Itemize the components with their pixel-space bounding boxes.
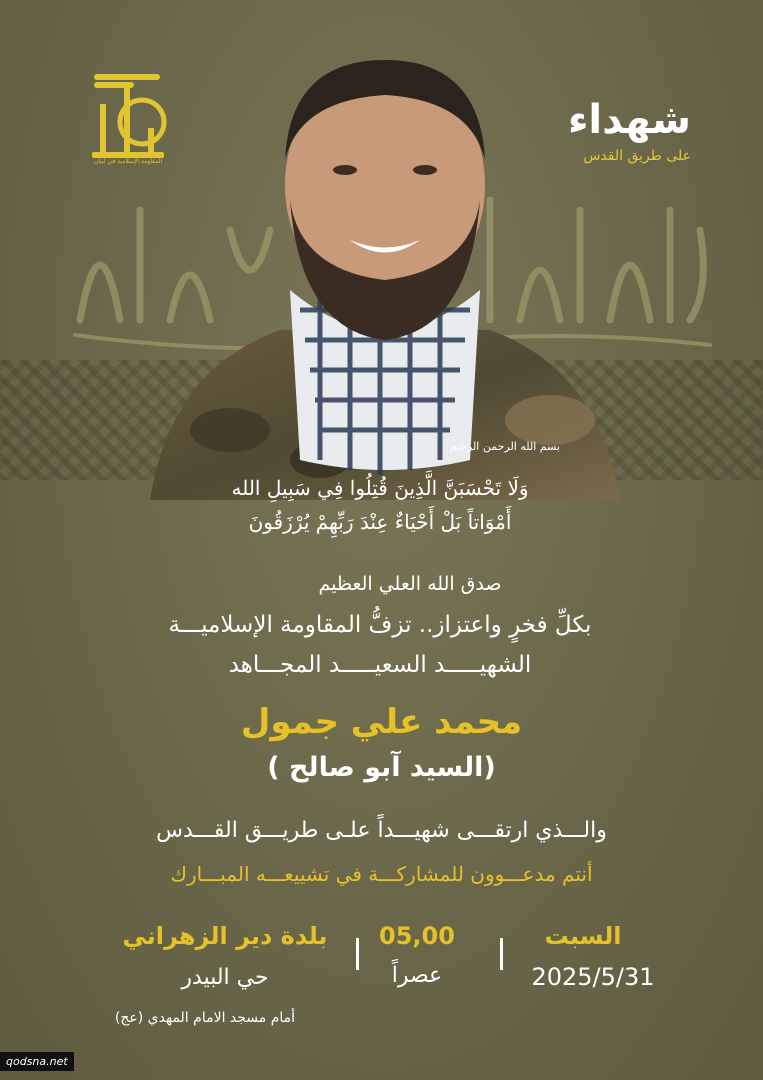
basmala: بسم الله الرحمن الرحيم (449, 440, 560, 453)
quran-verse-line-2: أَمْوَاتاً بَلْ أَحْيَاءٌ عِنْدَ رَبِّهِمْ يُرْزَقُونَ (248, 510, 512, 534)
quran-verse-line-1: وَلَا تَحْسَبَنَّ الَّذِينَ قُتِلُوا فِي سَبِيلِ الله (231, 476, 529, 500)
announcement-martyr-line: الشهيـــــد السعيـــــد المجـــاهد (228, 652, 532, 678)
funeral-invite-line: أنتم مدعـــوون للمشاركـــة في تشييعـــه المبـــارك (170, 862, 593, 886)
funeral-quarter: حي البيدر (181, 965, 269, 990)
verse-closing: صدق الله العلي العظيم (318, 573, 502, 595)
divider (356, 938, 359, 970)
funeral-location-note: أمام مسجد الامام المهدي (عج) (114, 1010, 296, 1026)
funeral-period: عصراً (391, 963, 443, 988)
divider (500, 938, 503, 970)
brand-subtitle: على طريق القدس (583, 148, 691, 164)
funeral-village: بلدة دير الزهراني (122, 922, 328, 950)
brand-title: شهداء (567, 97, 691, 143)
martyr-photo (150, 40, 620, 500)
funeral-day: السبت (544, 922, 622, 950)
martyr-nickname: (السيد آبو صالح ) (267, 752, 496, 783)
emblem-caption: المقاومة الإسلامية في لبنان (93, 158, 163, 165)
funeral-date: 2025/5/31 (531, 963, 655, 991)
ascended-line: والـــذي ارتقـــى شهيـــداً علـى طريـــق القـــدس (156, 818, 607, 843)
martyr-name: محمد علي جمول (240, 702, 523, 742)
source-watermark: qodsna.net (0, 1052, 74, 1071)
funeral-time: 05,00 (379, 922, 455, 950)
announcement-pride-line: بكلِّ فخرٍ واعتزاز.. تزفُّ المقاومة الإسلاميـــة (168, 612, 592, 638)
